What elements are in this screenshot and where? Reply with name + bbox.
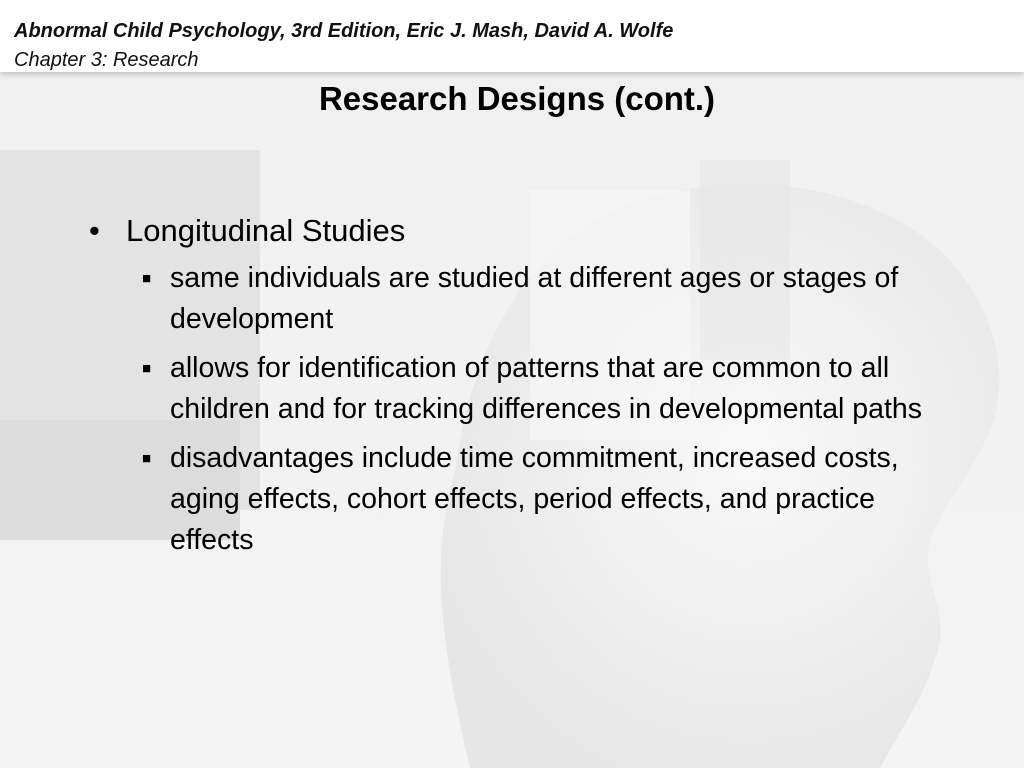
- square-bullet-icon: ■: [142, 270, 152, 287]
- slide-content: [86, 210, 966, 569]
- slide-title: Research Designs (cont.): [318, 80, 716, 117]
- book-title: Abnormal Child Psychology, 3rd Edition, Eric J. Mash, David A. Wolfe: [14, 20, 674, 42]
- sub-bullet-text: same individuals are studied at different ages or stages of development: [170, 262, 899, 335]
- bullet-longitudinal-studies: [86, 210, 966, 252]
- chapter-label: Chapter 3: Research: [14, 49, 199, 71]
- sub-bullet-list: [86, 258, 966, 561]
- bullet-dot-icon: •: [89, 213, 100, 248]
- bullet-text: Longitudinal Studies: [126, 213, 406, 248]
- header-band: [0, 0, 1024, 72]
- sub-bullet-text: allows for identification of patterns that are common to all children and for tracking differences in developmental paths: [170, 352, 923, 425]
- sub-bullet-item: [86, 438, 950, 561]
- sub-bullet-item: [86, 348, 950, 430]
- square-bullet-icon: ■: [142, 360, 152, 377]
- sub-bullet-item: [86, 258, 950, 340]
- square-bullet-icon: ■: [142, 450, 152, 467]
- sub-bullet-text: disadvantages include time commitment, increased costs, aging effects, cohort effects, period effects, and practice effects: [170, 442, 899, 556]
